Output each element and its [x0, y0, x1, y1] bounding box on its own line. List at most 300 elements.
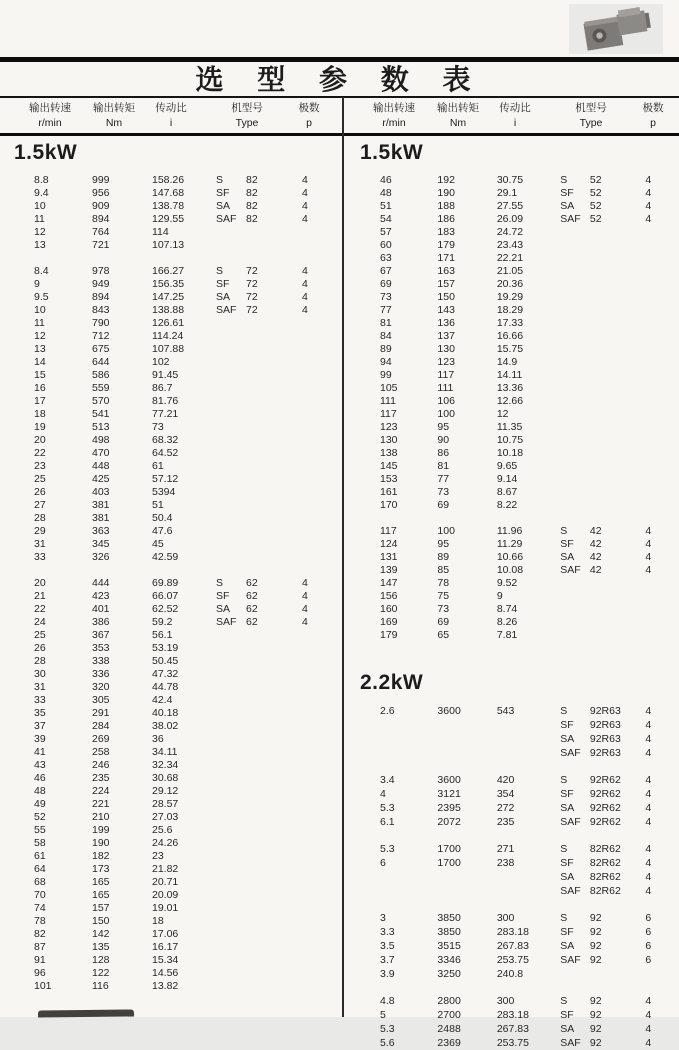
cell-type-prefix	[212, 382, 246, 395]
cell-ratio: 11.29	[496, 538, 523, 550]
cell-poles: 4	[645, 995, 652, 1007]
cell-poles	[639, 330, 679, 343]
cell-torque: 1700	[437, 843, 461, 855]
table-row	[346, 200, 679, 213]
cell-ratio: 47.6	[152, 525, 173, 537]
cell-type-prefix	[556, 460, 590, 473]
cell-speed: 35	[34, 707, 46, 719]
cell-ratio: 11.96	[496, 525, 523, 537]
cell-speed: 19	[34, 421, 46, 433]
cell-type-prefix: S	[560, 705, 568, 717]
cell-poles	[639, 486, 679, 499]
table-row	[0, 928, 343, 941]
cell-torque: 764	[92, 226, 110, 238]
cell-torque: 75	[437, 590, 450, 602]
cell-torque: 3250	[437, 968, 461, 980]
cell-poles	[296, 499, 336, 512]
cell-type-prefix	[212, 863, 246, 876]
table-row	[0, 876, 343, 889]
cell-type-size	[246, 239, 296, 252]
cell-ratio: 66.07	[152, 590, 179, 602]
table-row	[0, 694, 343, 707]
cell-speed: 52	[34, 811, 46, 823]
cell-ratio: 22.21	[496, 252, 524, 264]
cell-type-prefix	[212, 798, 246, 811]
cell-torque: 95	[437, 421, 450, 433]
cell-poles	[296, 642, 336, 655]
cell-ratio	[493, 732, 556, 746]
cell-poles: 4	[302, 265, 308, 277]
cell-type-size: 92	[589, 1037, 602, 1049]
cell-type-prefix: SAF	[560, 213, 581, 225]
table-row	[346, 421, 679, 434]
row-group	[346, 994, 679, 1050]
table-row	[0, 577, 343, 590]
table-row	[346, 434, 679, 447]
table-row	[346, 538, 679, 551]
cell-type-prefix	[212, 811, 246, 824]
cell-type-prefix	[556, 304, 590, 317]
cell-type-size	[246, 668, 296, 681]
table-row	[0, 668, 343, 681]
cell-speed: 10	[34, 200, 46, 212]
cell-poles	[296, 967, 336, 980]
cell-type-prefix	[212, 850, 246, 863]
table-row	[346, 447, 679, 460]
table-row	[346, 994, 679, 1008]
cell-torque: 338	[92, 655, 110, 667]
cell-ratio: 45	[152, 538, 164, 550]
cell-type-prefix: SA	[216, 200, 231, 212]
cell-ratio: 9.52	[496, 577, 518, 589]
cell-type-size: 92R63	[589, 719, 621, 731]
cell-ratio: 129.55	[152, 213, 185, 225]
cell-speed: 24	[34, 616, 46, 628]
cell-torque: 235	[92, 772, 110, 784]
cell-type-prefix: SA	[560, 940, 575, 952]
cell-speed: 96	[34, 967, 46, 979]
table-row	[346, 746, 679, 760]
cell-torque: 336	[92, 668, 110, 680]
cell-ratio: 36	[152, 733, 164, 745]
cell-torque: 81	[437, 460, 450, 472]
table-row	[0, 850, 343, 863]
cell-type-prefix	[212, 824, 246, 837]
cell-speed: 51	[380, 200, 392, 212]
scan-artifact	[38, 1009, 134, 1017]
cell-type-size: 72	[246, 278, 258, 290]
cell-poles	[296, 772, 336, 785]
cell-torque: 444	[92, 577, 110, 589]
cell-ratio	[493, 718, 556, 732]
header-output-torque	[88, 99, 140, 133]
cell-poles	[296, 486, 336, 499]
cell-ratio: 12.66	[496, 395, 524, 407]
cell-speed: 94	[380, 356, 392, 368]
cell-speed: 54	[380, 213, 392, 225]
cell-poles: 4	[645, 564, 652, 576]
cell-speed: 43	[34, 759, 46, 771]
cell-speed: 170	[380, 499, 398, 511]
header-poles	[292, 99, 326, 133]
cell-poles	[639, 603, 679, 616]
cell-torque: 401	[92, 603, 110, 615]
cell-type-prefix: SAF	[560, 816, 581, 828]
cell-type-prefix: S	[560, 525, 568, 537]
cell-speed: 67	[380, 265, 392, 277]
table-row	[0, 915, 343, 928]
header-label: 传动比	[499, 102, 531, 114]
cell-type-size	[246, 785, 296, 798]
cell-ratio: 27.55	[496, 200, 524, 212]
cell-type-size: 92	[589, 940, 602, 952]
cell-type-prefix	[212, 408, 246, 421]
cell-type-size	[246, 902, 296, 915]
header-poles	[636, 99, 670, 133]
cell-torque: 269	[92, 733, 110, 745]
cell-ratio: 235	[496, 816, 515, 828]
cell-type-prefix	[556, 278, 590, 291]
table-row	[0, 798, 343, 811]
table-row	[0, 772, 343, 785]
cell-type-size	[590, 434, 639, 447]
cell-ratio: 62.52	[152, 603, 179, 615]
section-heading: 1.5kW	[360, 141, 424, 164]
cell-type-size	[246, 681, 296, 694]
cell-torque: 999	[92, 174, 110, 186]
section-heading: 1.5kW	[14, 141, 78, 164]
table-column-left	[0, 136, 343, 1017]
cell-ratio: 51	[152, 499, 164, 511]
cell-poles	[296, 317, 336, 330]
cell-type-size: 72	[246, 265, 258, 277]
cell-speed: 3.3	[380, 926, 395, 938]
cell-torque: 367	[92, 629, 110, 641]
cell-ratio: 267.83	[496, 940, 529, 952]
cell-type-size: 52	[589, 187, 602, 199]
table-row	[0, 707, 343, 720]
cell-torque: 130	[437, 343, 455, 355]
cell-poles	[296, 863, 336, 876]
cell-torque	[433, 884, 492, 898]
table-row	[0, 603, 343, 616]
header-model-type	[546, 99, 636, 133]
cell-torque: 157	[437, 278, 455, 290]
cell-type-size: 92	[589, 926, 602, 938]
cell-type-size: 82	[246, 200, 258, 212]
cell-type-prefix	[212, 538, 246, 551]
header-label: 极数	[298, 102, 320, 114]
cell-ratio: 156.35	[152, 278, 185, 290]
cell-type-prefix: SAF	[560, 747, 581, 759]
table-row	[346, 304, 679, 317]
cell-poles	[296, 694, 336, 707]
cell-speed: 22	[34, 447, 46, 459]
table-row	[346, 343, 679, 356]
cell-torque: 143	[437, 304, 455, 316]
cell-ratio: 73	[152, 421, 164, 433]
cell-poles	[639, 317, 679, 330]
cell-torque: 135	[92, 941, 110, 953]
header-unit: r/min	[38, 117, 62, 129]
cell-type-prefix	[556, 616, 590, 629]
table-row	[0, 785, 343, 798]
cell-poles	[296, 239, 336, 252]
cell-poles	[639, 395, 679, 408]
header-label: 机型号	[575, 102, 607, 114]
cell-type-prefix	[212, 772, 246, 785]
cell-torque: 95	[437, 538, 450, 550]
cell-speed: 14	[34, 356, 46, 368]
cell-poles	[296, 421, 336, 434]
cell-type-prefix: S	[560, 843, 568, 855]
cell-torque: 3600	[437, 774, 461, 786]
cell-poles	[296, 551, 336, 564]
cell-speed: 28	[34, 512, 46, 524]
cell-type-prefix	[556, 317, 590, 330]
cell-speed: 17	[34, 395, 46, 407]
cell-type-prefix: SAF	[560, 564, 581, 576]
table-row	[346, 911, 679, 925]
cell-speed: 5.3	[380, 1023, 395, 1035]
cell-torque: 320	[92, 681, 110, 693]
cell-torque: 150	[437, 291, 455, 303]
cell-type-size: 82	[246, 187, 258, 199]
cell-ratio: 24.26	[152, 837, 179, 849]
cell-type-prefix	[212, 954, 246, 967]
cell-type-size: 92R62	[589, 802, 621, 814]
cell-type-size	[590, 486, 639, 499]
cell-type-prefix	[556, 447, 590, 460]
table-row	[346, 718, 679, 732]
cell-type-size	[246, 525, 296, 538]
cell-ratio: 267.83	[496, 1023, 529, 1035]
cell-torque: 586	[92, 369, 110, 381]
cell-type-size: 82R62	[589, 843, 621, 855]
cell-torque: 3850	[437, 912, 461, 924]
cell-speed: 123	[380, 421, 398, 433]
cell-type-size	[246, 408, 296, 421]
table-row	[0, 551, 343, 564]
table-row	[0, 382, 343, 395]
table-row	[0, 759, 343, 772]
cell-ratio: 21.05	[496, 265, 524, 277]
cell-type-prefix	[556, 434, 590, 447]
cell-poles	[296, 525, 336, 538]
cell-type-prefix: SAF	[560, 954, 581, 966]
table-row	[0, 512, 343, 525]
cell-type-prefix: S	[560, 995, 568, 1007]
cell-speed: 68	[34, 876, 46, 888]
cell-type-prefix	[212, 356, 246, 369]
cell-type-prefix	[212, 460, 246, 473]
cell-ratio: 5394	[152, 486, 176, 498]
cell-poles: 4	[645, 774, 652, 786]
cell-type-size: 82	[246, 174, 258, 186]
cell-ratio: 13.36	[496, 382, 524, 394]
cell-type-prefix	[212, 551, 246, 564]
cell-type-size	[590, 603, 639, 616]
cell-type-size	[246, 798, 296, 811]
cell-speed: 161	[380, 486, 398, 498]
cell-poles	[639, 590, 679, 603]
cell-torque: 186	[437, 213, 455, 225]
cell-poles: 4	[645, 747, 652, 759]
cell-speed: 179	[380, 629, 398, 641]
cell-torque: 2395	[437, 802, 461, 814]
cell-ratio: 13.82	[152, 980, 179, 992]
cell-type-size	[590, 629, 639, 642]
cell-torque: 69	[437, 616, 450, 628]
cell-type-prefix: SAF	[560, 1037, 581, 1049]
table-row	[0, 447, 343, 460]
cell-torque: 78	[437, 577, 450, 589]
cell-ratio: 81.76	[152, 395, 179, 407]
table-row	[346, 330, 679, 343]
table-row	[346, 577, 679, 590]
cell-ratio: 42.4	[152, 694, 173, 706]
cell-type-prefix: S	[560, 774, 568, 786]
table-row	[346, 564, 679, 577]
cell-type-size	[590, 278, 639, 291]
cell-type-prefix	[212, 642, 246, 655]
cell-type-size: 82	[246, 213, 258, 225]
cell-type-prefix	[556, 967, 590, 981]
cell-ratio: 271	[496, 843, 515, 855]
cell-type-size: 62	[246, 603, 258, 615]
cell-torque: 644	[92, 356, 110, 368]
cell-type-size	[590, 421, 639, 434]
cell-poles: 6	[645, 940, 652, 952]
cell-poles: 4	[645, 1009, 652, 1021]
cell-type-size	[246, 733, 296, 746]
cell-type-prefix: SA	[216, 291, 231, 303]
cell-type-prefix	[212, 421, 246, 434]
cell-speed: 5.3	[380, 843, 395, 855]
table-row	[346, 773, 679, 787]
cell-ratio: 29.12	[152, 785, 179, 797]
cell-type-size	[590, 252, 639, 265]
cell-type-size	[246, 954, 296, 967]
cell-torque: 2369	[437, 1037, 461, 1049]
cell-type-prefix: SF	[216, 278, 230, 290]
cell-ratio: 61	[152, 460, 164, 472]
cell-speed: 25	[34, 629, 46, 641]
cell-ratio: 283.18	[496, 1009, 529, 1021]
cell-torque: 894	[92, 213, 110, 225]
cell-type-prefix	[212, 434, 246, 447]
cell-torque: 470	[92, 447, 110, 459]
cell-type-size	[246, 915, 296, 928]
cell-type-size	[246, 499, 296, 512]
cell-torque: 89	[437, 551, 450, 563]
cell-ratio: 16.66	[496, 330, 524, 342]
cell-speed: 33	[34, 551, 46, 563]
cell-ratio: 18.29	[496, 304, 524, 316]
cell-torque: 978	[92, 265, 110, 277]
cell-torque	[433, 870, 492, 884]
header-label: 传动比	[155, 102, 187, 114]
table-row	[346, 732, 679, 746]
cell-type-size: 72	[246, 291, 258, 303]
header-label: 输出转速	[29, 102, 71, 114]
table-row	[346, 925, 679, 939]
cell-torque: 165	[92, 876, 110, 888]
cell-type-size: 52	[589, 200, 602, 212]
cell-ratio: 38.02	[152, 720, 179, 732]
table-row	[346, 174, 679, 187]
cell-type-size	[590, 226, 639, 239]
cell-poles	[296, 538, 336, 551]
cell-type-size: 92	[589, 1023, 602, 1035]
header-model-type	[202, 99, 292, 133]
cell-poles	[296, 356, 336, 369]
cell-type-size	[246, 434, 296, 447]
cell-torque: 150	[92, 915, 110, 927]
table-row	[346, 603, 679, 616]
cell-type-prefix	[212, 720, 246, 733]
cell-ratio: 240.8	[496, 968, 524, 980]
cell-type-size	[246, 317, 296, 330]
cell-type-prefix: SF	[560, 788, 574, 800]
cell-type-prefix: SAF	[216, 616, 237, 628]
cell-type-size	[590, 265, 639, 278]
cell-poles	[296, 798, 336, 811]
cell-poles	[296, 330, 336, 343]
cell-speed: 8.4	[34, 265, 49, 277]
cell-poles	[639, 226, 679, 239]
cell-type-prefix	[556, 577, 590, 590]
cell-poles	[296, 733, 336, 746]
cell-poles: 6	[645, 954, 652, 966]
header-unit: Nm	[449, 117, 467, 129]
cell-speed: 87	[34, 941, 46, 953]
cell-type-prefix	[556, 395, 590, 408]
cell-ratio: 126.61	[152, 317, 185, 329]
cell-speed: 41	[34, 746, 46, 758]
gearmotor-photo-icon	[569, 4, 663, 54]
table-row	[0, 863, 343, 876]
cell-ratio: 32.34	[152, 759, 179, 771]
cell-speed: 111	[380, 395, 396, 407]
cell-type-size	[590, 317, 639, 330]
cell-poles: 4	[645, 885, 652, 897]
cell-poles	[296, 876, 336, 889]
cell-type-prefix	[556, 265, 590, 278]
cell-type-size	[246, 356, 296, 369]
cell-speed: 46	[34, 772, 46, 784]
cell-speed	[376, 732, 433, 746]
row-group	[0, 174, 343, 252]
cell-speed: 23	[34, 460, 46, 472]
table-header-right	[344, 99, 679, 133]
cell-type-prefix: SF	[560, 857, 574, 869]
cell-ratio: 50.4	[152, 512, 173, 524]
table-row	[0, 395, 343, 408]
cell-speed: 22	[34, 603, 46, 615]
cell-torque: 190	[92, 837, 110, 849]
cell-torque: 381	[92, 499, 110, 511]
cell-speed: 55	[34, 824, 46, 836]
cell-type-size	[246, 720, 296, 733]
cell-type-prefix	[212, 980, 246, 993]
cell-speed: 117	[380, 408, 397, 420]
cell-type-prefix	[556, 252, 590, 265]
cell-poles	[639, 408, 679, 421]
cell-poles: 4	[645, 857, 652, 869]
cell-speed: 147	[380, 577, 398, 589]
cell-torque: 790	[92, 317, 110, 329]
